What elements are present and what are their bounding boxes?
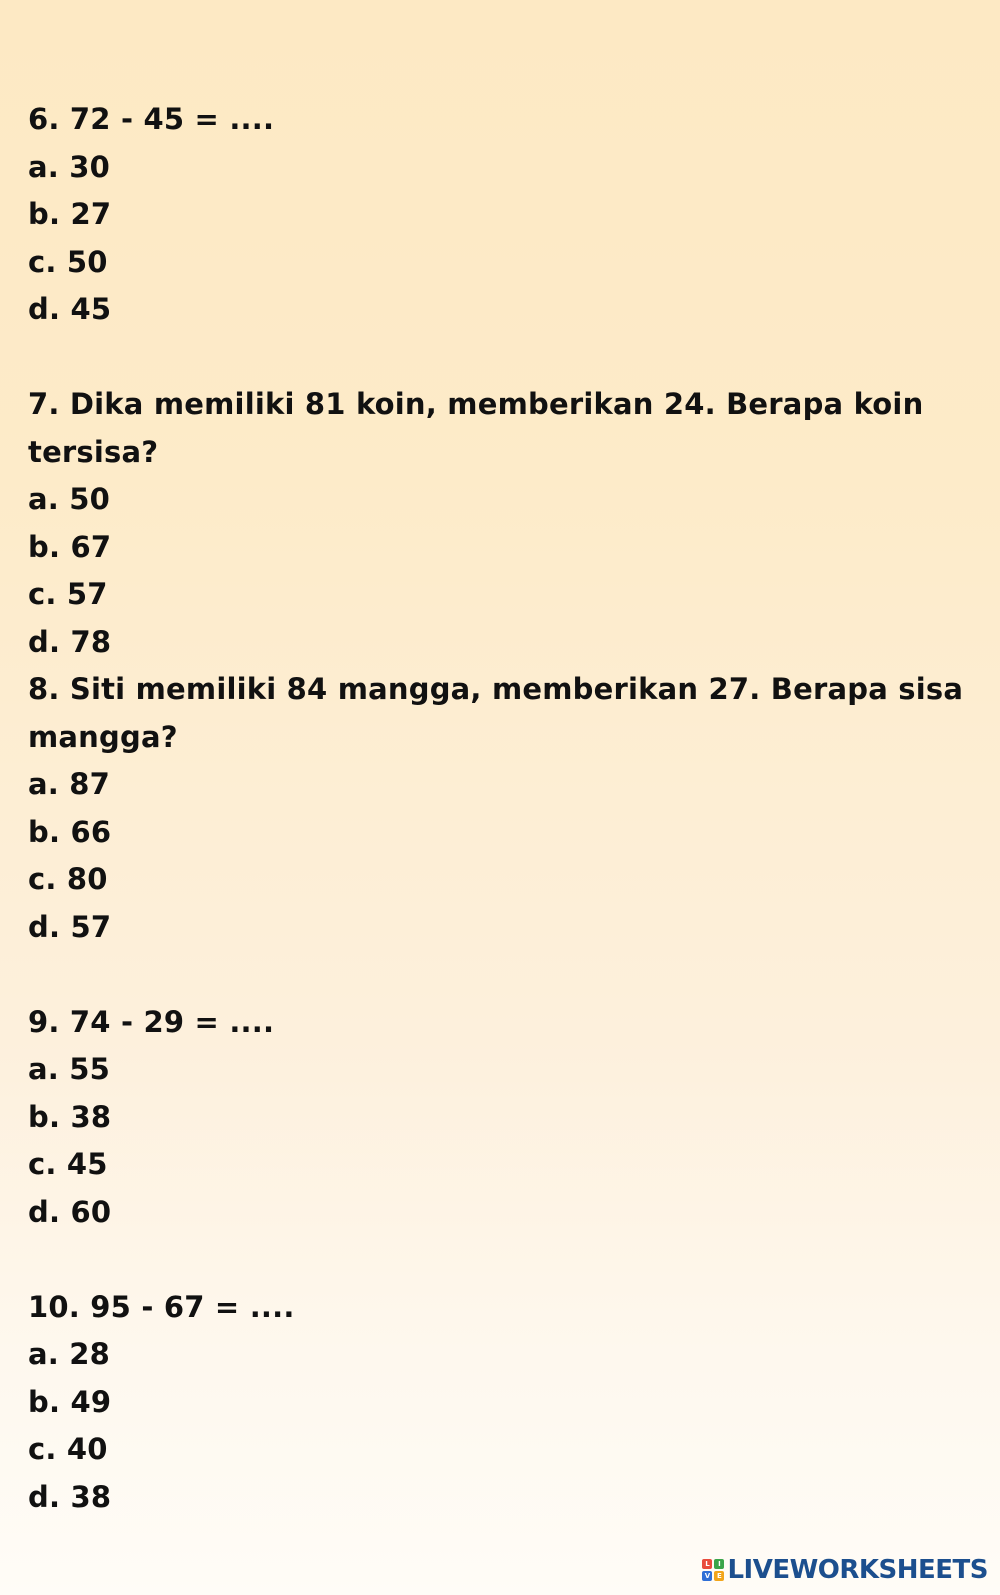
option-a: a. 28 bbox=[28, 1337, 111, 1371]
option-d: d. 45 bbox=[28, 292, 112, 326]
brand-name: LIVEWORKSHEETS bbox=[727, 1555, 988, 1585]
option-d: d. 78 bbox=[28, 624, 112, 659]
question-6 bbox=[28, 96, 968, 334]
option-d: d. 57 bbox=[28, 909, 112, 944]
option-c: c. 45 bbox=[28, 1147, 108, 1181]
option-c: c. 50 bbox=[28, 244, 108, 279]
option-c: c. 40 bbox=[28, 1432, 108, 1466]
question-text: 7. Dika memiliki 81 koin, memberikan 24. Berapa koin tersisa? bbox=[28, 387, 924, 469]
liveworksheets-brand[interactable] bbox=[702, 1555, 988, 1585]
option-c: c. 57 bbox=[28, 577, 108, 611]
question-text: 9. 74 - 29 = .... bbox=[28, 1004, 275, 1039]
option-b: b. 49 bbox=[28, 1384, 112, 1419]
option-d: d. 60 bbox=[28, 1194, 112, 1229]
worksheet bbox=[28, 96, 968, 1521]
option-b: b. 67 bbox=[28, 529, 112, 564]
liveworksheets-logo-icon bbox=[702, 1559, 724, 1581]
logo-tile: I bbox=[714, 1559, 724, 1569]
option-b: b. 27 bbox=[28, 197, 112, 231]
option-a: a. 55 bbox=[28, 1052, 111, 1086]
question-9 bbox=[28, 999, 968, 1237]
question-text: 6. 72 - 45 = .... bbox=[28, 102, 275, 136]
option-a: a. 87 bbox=[28, 767, 111, 801]
question-8 bbox=[28, 666, 968, 951]
question-text: 10. 95 - 67 = .... bbox=[28, 1289, 295, 1324]
option-c: c. 80 bbox=[28, 862, 108, 896]
logo-tile: L bbox=[702, 1559, 712, 1569]
option-a: a. 30 bbox=[28, 149, 111, 184]
option-a: a. 50 bbox=[28, 482, 111, 516]
question-text: 8. Siti memiliki 84 mangga, memberikan 27. Berapa sisa mangga? bbox=[28, 672, 964, 754]
question-7 bbox=[28, 381, 968, 666]
option-b: b. 38 bbox=[28, 1099, 112, 1134]
logo-tile: E bbox=[714, 1571, 724, 1581]
option-b: b. 66 bbox=[28, 814, 112, 849]
question-10 bbox=[28, 1284, 968, 1522]
logo-tile: V bbox=[702, 1571, 712, 1581]
option-d: d. 38 bbox=[28, 1479, 112, 1514]
